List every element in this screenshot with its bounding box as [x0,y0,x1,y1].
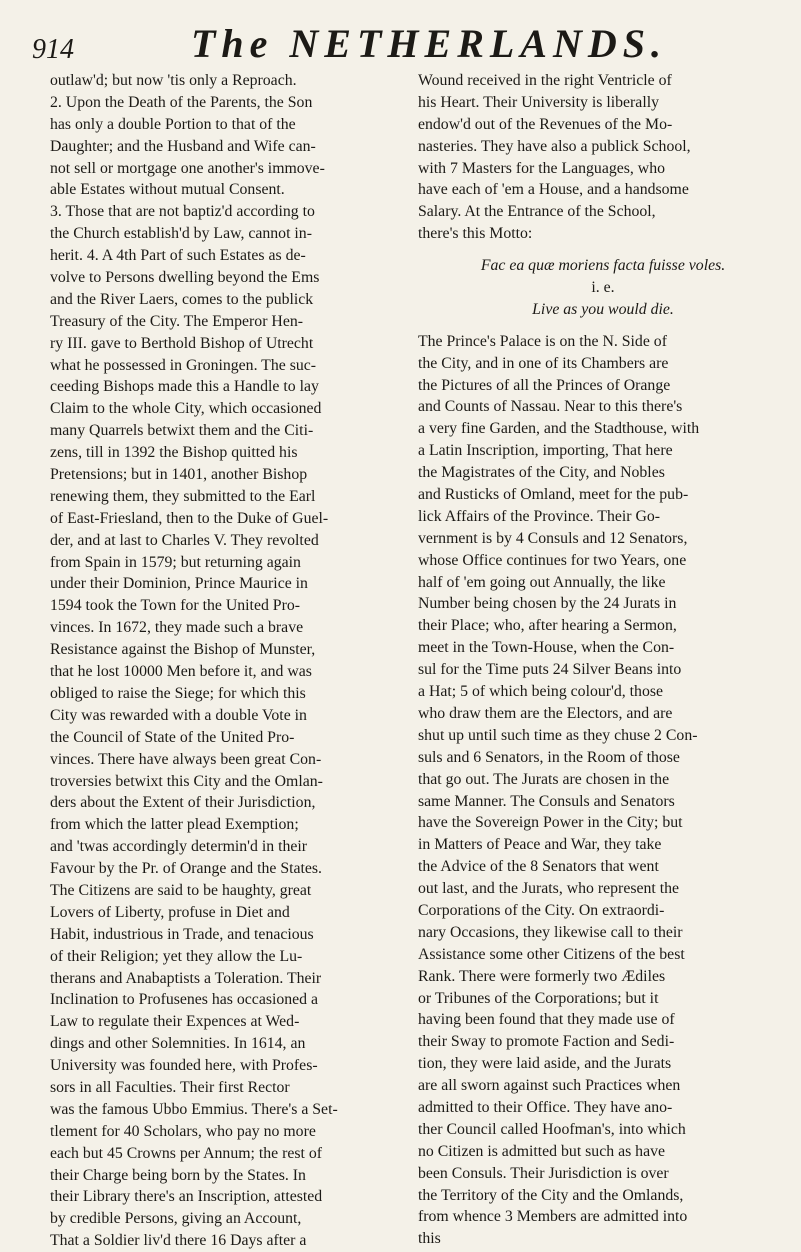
text-line: that he lost 10000 Men before it, and was [50,663,312,681]
text-line: same Manner. The Consuls and Senators [418,792,675,810]
text-line: herit. 4. A 4th Part of such Estates as de- [50,247,306,265]
text-line: was the famous Ubbo Emmius. There's a Set- [50,1100,338,1118]
text-line: zens, till in 1392 the Bishop quitted his [50,444,298,462]
text-line: whose Office continues for two Years, one [418,551,687,569]
text-line: their Sway to promote Faction and Sedi- [418,1033,675,1051]
text-line: meet in the Town-House, when the Con- [418,639,675,657]
text-line: their Place; who, after hearing a Sermon, [418,617,677,635]
text-line: obliged to raise the Siege; for which this [50,684,306,702]
text-line: Law to regulate their Expences at Wed- [50,1013,300,1031]
text-line: the City, and in one of its Chambers are [418,354,669,372]
text-line: sors in all Faculties. Their first Rector [50,1078,290,1096]
text-line: outlaw'd; but now 'tis only a Reproach. [50,72,297,89]
text-line: tlement for 40 Scholars, who pay no more [50,1122,316,1140]
text-line: from which the latter plead Exemption; [50,816,299,834]
text-line: by credible Persons, giving an Account, [50,1210,302,1228]
text-line: Resistance against the Bishop of Munster, [50,641,316,659]
right-column-bottom [418,331,788,1250]
text-line: half of 'em going out Annually, the like [418,573,666,591]
text-line: suls and 6 Senators, in the Room of those [418,748,680,766]
motto-latin: Fac ea quæ moriens facta fuisse voles. [480,257,726,275]
text-line: sul for the Time puts 24 Silver Beans into [418,661,682,679]
text-line: no Citizen is admitted but such as have [418,1142,665,1160]
text-line: not sell or mortgage one another's immove- [50,159,325,177]
text-line: are all sworn against such Practices when [418,1077,681,1095]
text-line: and Counts of Nassau. Near to this there's [418,398,683,416]
text-line: Habit, industrious in Trade, and tenacious [50,925,314,943]
text-line: dings and other Solemnities. In 1614, an [50,1035,306,1053]
text-line: admitted to their Office. They have ano- [418,1098,673,1116]
text-line: vinces. In 1672, they made such a brave [50,619,304,637]
text-line: what he possessed in Groningen. The suc- [50,356,317,374]
text-line: Number being chosen by the 24 Jurats in [418,595,677,613]
text-line: the Church establish'd by Law, cannot in- [50,225,312,243]
text-line: vinces. There have always been great Con- [50,750,322,768]
left-column [50,70,402,1252]
text-line: That a Soldier liv'd there 16 Days after a [50,1232,307,1250]
running-head: The NETHERLANDS. [190,21,668,66]
text-line: shut up until such time as they chuse 2 Con- [418,726,698,744]
text-line: Pretensions; but in 1401, another Bishop [50,466,308,484]
text-line: 2. Upon the Death of the Parents, the Son [50,93,313,111]
text-line: have the Sovereign Power in the City; but [418,814,683,832]
text-line: the Advice of the 8 Senators that went [418,858,659,876]
text-line: troversies betwixt this City and the Omlan- [50,772,323,790]
text-line: the Magistrates of the City, and Nobles [418,464,665,482]
text-line: City was rewarded with a double Vote in [50,706,307,724]
text-line: Wound received in the right Ventricle of [418,72,672,89]
page-number: 914 [32,34,74,65]
text-line: of their Religion; yet they allow the Lu- [50,947,303,965]
text-line: their Charge being born by the States. In [50,1166,306,1184]
text-line: a Latin Inscription, importing, That here [418,442,673,460]
text-line: have each of 'em a House, and a handsome [418,181,689,199]
text-line: lick Affairs of the Province. Their Go- [418,507,661,525]
text-line: and the River Laers, comes to the publick [50,290,314,308]
text-line: of East-Friesland, then to the Duke of Guel- [50,509,329,527]
text-line: Rank. There were formerly two Ædiles [418,967,666,985]
text-line: having been found that they made use of [418,1011,675,1029]
text-line: who draw them are the Electors, and are [418,704,673,722]
text-line: this [418,1230,441,1248]
text-line: endow'd out of the Revenues of the Mo- [418,115,673,133]
text-line: Favour by the Pr. of Orange and the States. [50,860,323,878]
text-line: that go out. The Jurats are chosen in the [418,770,670,788]
text-line: Salary. At the Entrance of the School, [418,203,656,221]
text-line: the Territory of the City and the Omlands, [418,1186,684,1204]
motto-ie: i. e. [591,279,615,297]
right-column-top [418,70,788,245]
text-line: Treasury of the City. The Emperor Hen- [50,312,303,330]
text-line: many Quarrels betwixt them and the Citi- [50,422,314,440]
text-line: with 7 Masters for the Languages, who [418,159,665,177]
text-line: Corporations of the City. On extraordi- [418,901,665,919]
text-line: under their Dominion, Prince Maurice in [50,575,308,593]
text-line: from whence 3 Members are admitted into [418,1208,688,1226]
text-line: been Consuls. Their Jurisdiction is over [418,1164,669,1182]
text-line: a very fine Garden, and the Stadthouse, with [418,420,700,438]
text-line: Inclination to Profusenes has occasioned a [50,991,319,1009]
text-line: ther Council called Hoofman's, into which [418,1120,686,1138]
text-line: The Prince's Palace is on the N. Side of [418,332,667,350]
text-line: therans and Anabaptists a Toleration. Their [50,969,322,987]
page-header [24,14,784,64]
text-line: Assistance some other Citizens of the best [418,945,685,963]
text-line: ceeding Bishops made this a Handle to lay [50,378,319,396]
text-line: ry III. gave to Berthold Bishop of Utrecht [50,334,314,352]
text-line: each but 45 Crowns per Annum; the rest of [50,1144,323,1162]
text-line: out last, and the Jurats, who represent the [418,880,680,898]
text-line: University was founded here, with Profes- [50,1057,318,1075]
text-line: and 'twas accordingly determin'd in their [50,838,308,856]
text-line: vernment is by 4 Consuls and 12 Senators, [418,529,688,547]
text-line: volve to Persons dwelling beyond the Ems [50,269,320,287]
text-line: the Pictures of all the Princes of Orange [418,376,671,394]
text-line: ders about the Extent of their Jurisdiction, [50,794,316,812]
text-line: in Matters of Peace and War, they take [418,836,662,854]
text-line: Claim to the whole City, which occasioned [50,400,322,418]
text-line: 1594 took the Town for the United Pro- [50,597,301,615]
text-line: able Estates without mutual Consent. [50,181,285,199]
text-line: his Heart. Their University is liberally [418,93,659,111]
text-line: Daughter; and the Husband and Wife can- [50,137,316,155]
text-line: and Rusticks of Omland, meet for the pub- [418,486,689,504]
right-column [418,70,788,1250]
text-line: renewing them, they submitted to the Earl [50,487,316,505]
text-line: The Citizens are said to be haughty, great [50,881,312,899]
text-line: nasteries. They have also a publick School, [418,137,691,155]
text-line: from Spain in 1579; but returning again [50,553,301,571]
text-line: tion, they were laid aside, and the Jurats [418,1055,672,1073]
text-line: nary Occasions, they likewise call to their [418,923,683,941]
text-line: 3. Those that are not baptiz'd according to [50,203,315,221]
text-line: their Library there's an Inscription, attested [50,1188,323,1206]
text-line: a Hat; 5 of which being colour'd, those [418,683,664,701]
text-line: der, and at last to Charles V. They revolted [50,531,319,549]
text-line: has only a double Portion to that of the [50,115,296,133]
text-line: Lovers of Liberty, profuse in Diet and [50,903,290,921]
motto-english: Live as you would die. [532,300,674,318]
text-line: there's this Motto: [418,225,533,243]
text-line: or Tribunes of the Corporations; but it [418,989,659,1007]
text-line: the Council of State of the United Pro- [50,728,295,746]
